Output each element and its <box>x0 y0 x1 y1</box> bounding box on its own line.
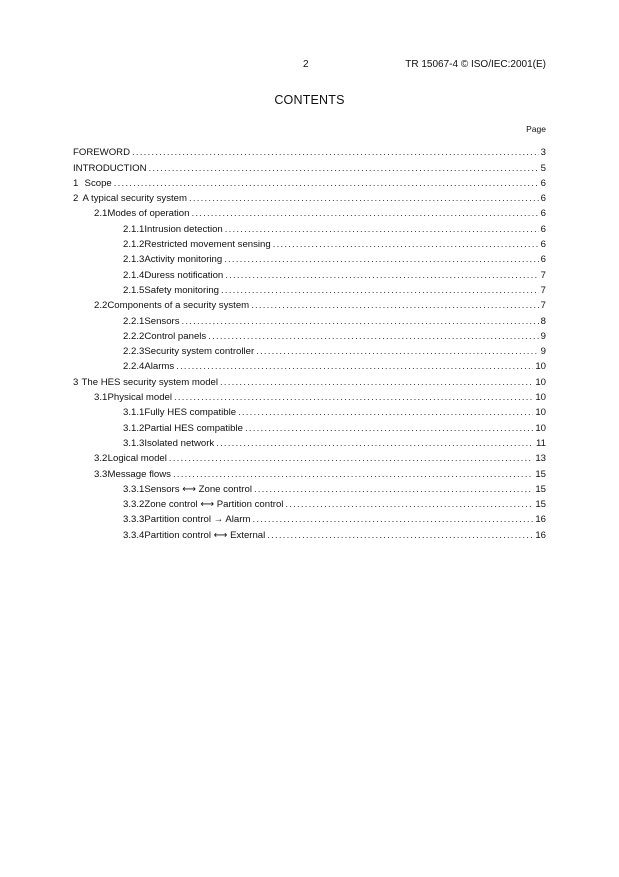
toc-leader-dots <box>256 346 538 358</box>
toc-entry-title: Physical model <box>107 392 173 404</box>
toc-entry-title: INTRODUCTION <box>73 162 147 174</box>
toc-entry[interactable] <box>73 251 546 266</box>
toc-entry-title: Restricted movement sensing <box>144 239 271 251</box>
toc-entry[interactable] <box>73 282 546 297</box>
toc-entry-title: Sensors <box>144 315 180 327</box>
toc-leader-dots <box>149 163 539 175</box>
toc-entry[interactable] <box>73 343 546 358</box>
toc-leader-dots <box>114 178 539 190</box>
toc-entry-title: Alarms <box>144 361 175 373</box>
toc-entry-page: 15 <box>535 499 546 511</box>
toc-entry-number: 3.1.2 <box>123 422 145 434</box>
toc-entry-title: Isolated network <box>144 437 215 449</box>
toc-entry[interactable] <box>73 389 546 404</box>
toc-entry-number: 1 <box>73 177 79 189</box>
toc-leader-dots <box>225 224 539 236</box>
toc-entry[interactable] <box>73 419 546 434</box>
toc-entry-title: The HES security system model <box>81 376 219 388</box>
toc-entry-title: Safety monitoring <box>144 284 219 296</box>
page-number: 2 <box>303 59 309 70</box>
toc-entry[interactable] <box>73 373 546 388</box>
toc-leader-dots <box>189 193 539 205</box>
toc-entry[interactable] <box>73 190 546 205</box>
toc-entry-title: Intrusion detection <box>144 223 223 235</box>
toc-entry-number: 3.3.2 <box>123 499 145 511</box>
toc-entry-number: 2.1.1 <box>123 223 145 235</box>
toc-entry-page: 10 <box>535 407 546 419</box>
toc-leader-dots <box>169 453 533 465</box>
toc-entry-page: 3 <box>540 147 546 159</box>
toc-entry[interactable] <box>73 175 546 190</box>
toc-entry-number: 2.1.2 <box>123 239 145 251</box>
document-reference: TR 15067-4 © ISO/IEC:2001(E) <box>405 59 546 70</box>
toc-leader-dots <box>245 423 533 435</box>
toc-entry-page: 10 <box>535 376 546 388</box>
toc-entry[interactable] <box>73 159 546 174</box>
toc-entry[interactable] <box>73 220 546 235</box>
toc-entry-number: 3.1.3 <box>123 437 145 449</box>
toc-entry[interactable] <box>73 526 546 541</box>
toc-entry-number: 3.2 <box>94 453 108 465</box>
toc-entry-page: 10 <box>535 361 546 373</box>
toc-entry-page: 16 <box>535 529 546 541</box>
toc-entry-number: 2.2.2 <box>123 330 145 342</box>
toc-entry-title: Components of a security system <box>107 300 250 312</box>
table-of-contents <box>73 144 546 542</box>
toc-entry-title: Partial HES compatible <box>144 422 243 434</box>
toc-entry-number: 3.3.4 <box>123 529 145 541</box>
toc-entry-title: Partition control ⟷ External <box>144 529 266 541</box>
toc-leader-dots <box>285 499 533 511</box>
toc-entry-number: 2.2 <box>94 300 108 312</box>
contents-title: CONTENTS <box>274 93 345 107</box>
toc-entry-page: 7 <box>540 284 546 296</box>
toc-entry[interactable] <box>73 465 546 480</box>
toc-entry[interactable] <box>73 236 546 251</box>
toc-leader-dots <box>254 484 533 496</box>
toc-entry-title: Message flows <box>107 468 171 480</box>
toc-leader-dots <box>251 300 538 312</box>
toc-entry[interactable] <box>73 358 546 373</box>
toc-leader-dots <box>220 377 533 389</box>
toc-leader-dots <box>182 316 539 328</box>
toc-entry-title: Zone control ⟷ Partition control <box>144 499 284 511</box>
toc-entry-page: 15 <box>535 483 546 495</box>
toc-entry-number: 2.1.3 <box>123 254 145 266</box>
toc-entry-title: Sensors ⟷ Zone control <box>144 483 252 495</box>
toc-entry-page: 6 <box>540 223 546 235</box>
toc-leader-dots <box>173 469 533 481</box>
toc-entry-number: 2.1.5 <box>123 284 145 296</box>
toc-leader-dots <box>252 514 533 526</box>
toc-entry[interactable] <box>73 450 546 465</box>
toc-entry-number: 3.1.1 <box>123 407 145 419</box>
toc-entry[interactable] <box>73 297 546 312</box>
page-column-label: Page <box>526 124 546 134</box>
toc-entry-page: 6 <box>540 177 546 189</box>
toc-entry-title: A typical security system <box>82 193 187 205</box>
toc-leader-dots <box>225 270 538 282</box>
toc-entry-title: Fully HES compatible <box>144 407 237 419</box>
toc-entry-number: 3.1 <box>94 392 108 404</box>
toc-leader-dots <box>224 254 538 266</box>
toc-entry[interactable] <box>73 404 546 419</box>
toc-entry-page: 6 <box>540 208 546 220</box>
toc-entry-number: 2 <box>73 193 79 205</box>
toc-entry-page: 15 <box>535 468 546 480</box>
toc-entry-page: 8 <box>540 315 546 327</box>
toc-leader-dots <box>191 208 538 220</box>
toc-entry-page: 7 <box>540 269 546 281</box>
toc-entry[interactable] <box>73 511 546 526</box>
toc-leader-dots <box>216 438 534 450</box>
toc-entry-number: 3 <box>73 376 79 388</box>
toc-entry[interactable] <box>73 496 546 511</box>
toc-entry-page: 16 <box>535 514 546 526</box>
toc-entry-number: 3.3 <box>94 468 108 480</box>
toc-entry-title: FOREWORD <box>73 147 131 159</box>
toc-leader-dots <box>132 147 539 159</box>
toc-leader-dots <box>267 530 533 542</box>
toc-entry-number: 2.2.3 <box>123 346 145 358</box>
toc-entry[interactable] <box>73 312 546 327</box>
toc-entry-title: Activity monitoring <box>144 254 223 266</box>
toc-entry-title: Duress notification <box>144 269 224 281</box>
toc-entry-page: 13 <box>535 453 546 465</box>
toc-leader-dots <box>208 331 538 343</box>
toc-entry-number: 3.3.3 <box>123 514 145 526</box>
toc-entry-page: 6 <box>540 239 546 251</box>
toc-entry-page: 10 <box>535 392 546 404</box>
toc-entry-page: 6 <box>540 193 546 205</box>
toc-entry-page: 6 <box>540 254 546 266</box>
toc-entry-number: 3.3.1 <box>123 483 145 495</box>
toc-entry[interactable] <box>73 144 546 159</box>
toc-leader-dots <box>221 285 539 297</box>
toc-entry-title: Partition control → Alarm <box>144 514 251 526</box>
toc-entry-title: Control panels <box>144 330 207 342</box>
toc-entry-title: Scope <box>84 177 112 189</box>
toc-entry-title: Modes of operation <box>107 208 190 220</box>
toc-entry-page: 9 <box>540 346 546 358</box>
toc-entry[interactable] <box>73 481 546 496</box>
toc-entry-page: 5 <box>540 162 546 174</box>
toc-leader-dots <box>238 407 533 419</box>
toc-leader-dots <box>176 361 533 373</box>
toc-entry-title: Security system controller <box>144 346 255 358</box>
toc-entry[interactable] <box>73 328 546 343</box>
toc-entry-page: 9 <box>540 330 546 342</box>
toc-entry-page: 10 <box>535 422 546 434</box>
toc-entry-page: 7 <box>540 300 546 312</box>
toc-entry-number: 2.2.1 <box>123 315 145 327</box>
toc-leader-dots <box>174 392 533 404</box>
toc-entry[interactable] <box>73 266 546 281</box>
toc-entry[interactable] <box>73 205 546 220</box>
toc-entry-number: 2.2.4 <box>123 361 145 373</box>
toc-entry-page: 11 <box>536 437 546 449</box>
toc-entry-number: 2.1 <box>94 208 108 220</box>
toc-leader-dots <box>273 239 539 251</box>
toc-entry[interactable] <box>73 435 546 450</box>
toc-entry-title: Logical model <box>107 453 167 465</box>
toc-entry-number: 2.1.4 <box>123 269 145 281</box>
